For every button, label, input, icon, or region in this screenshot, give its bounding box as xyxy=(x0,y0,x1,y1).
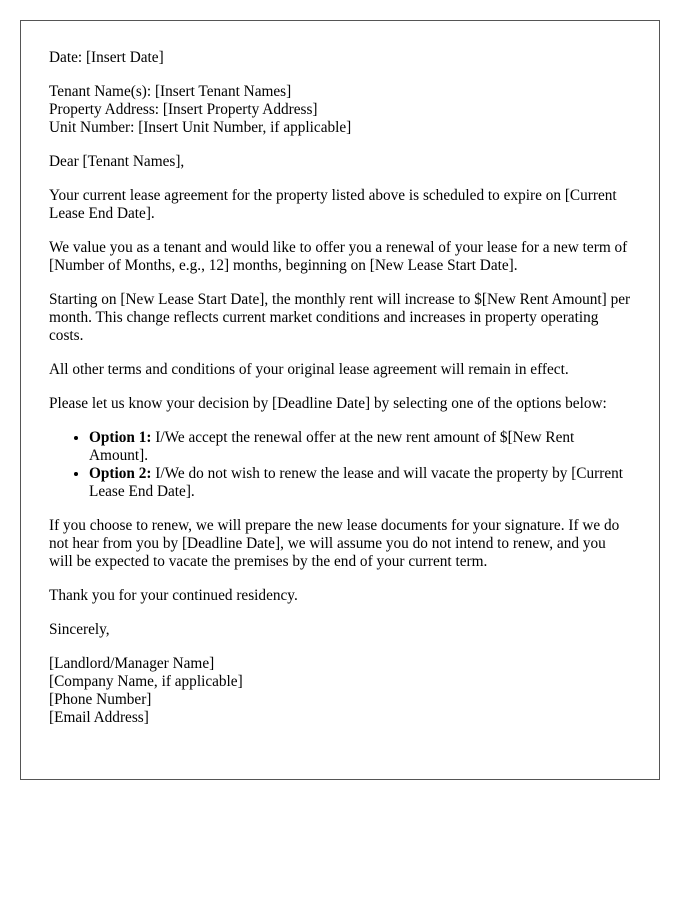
option-2-text: I/We do not wish to renew the lease and will vacate the property by [Current Lease End Date]. xyxy=(89,465,624,500)
paragraph-other-terms: All other terms and conditions of your original lease agreement will remain in effect. xyxy=(49,361,569,378)
option-decline-item xyxy=(89,465,631,501)
company-name-line: [Company Name, if applicable] xyxy=(49,673,243,690)
recipient-block xyxy=(49,83,631,137)
lease-renewal-letter xyxy=(20,20,660,780)
signoff: Sincerely, xyxy=(49,621,110,638)
options-list xyxy=(49,429,631,501)
tenant-names-line: Tenant Name(s): [Insert Tenant Names] xyxy=(49,83,292,100)
paragraph-decision-request: Please let us know your decision by [Deadline Date] by selecting one of the options below: xyxy=(49,395,607,412)
signature-block xyxy=(49,655,631,727)
date-line: Date: [Insert Date] xyxy=(49,49,164,66)
phone-number-line: [Phone Number] xyxy=(49,691,152,708)
option-1-text: I/We accept the renewal offer at the new rent amount of $[New Rent Amount]. xyxy=(89,429,575,464)
paragraph-renewal-offer: We value you as a tenant and would like to offer you a renewal of your lease for a new term of [Number of Months, e.g., 12] months, beginning on [New Lease Start Date]. xyxy=(49,239,628,274)
email-address-line: [Email Address] xyxy=(49,709,149,726)
unit-number-line: Unit Number: [Insert Unit Number, if applicable] xyxy=(49,119,352,136)
option-2-label: Option 2: xyxy=(89,465,152,482)
paragraph-renewal-process: If you choose to renew, we will prepare the new lease documents for your signature. If we do not hear from you by [Deadline Date], we will assume you do not intend to renew, and you will be expected to vacate the premises by the end of your current term. xyxy=(49,517,620,570)
paragraph-rent-increase: Starting on [New Lease Start Date], the monthly rent will increase to $[New Rent Amount] per month. This change reflects current market conditions and increases in property operating costs. xyxy=(49,291,631,344)
landlord-name-line: [Landlord/Manager Name] xyxy=(49,655,215,672)
salutation: Dear [Tenant Names], xyxy=(49,153,185,170)
paragraph-thanks: Thank you for your continued residency. xyxy=(49,587,298,604)
option-accept-item xyxy=(89,429,631,465)
option-1-label: Option 1: xyxy=(89,429,152,446)
property-address-line: Property Address: [Insert Property Address] xyxy=(49,101,318,118)
paragraph-lease-expiry: Your current lease agreement for the property listed above is scheduled to expire on [Current Lease End Date]. xyxy=(49,187,617,222)
